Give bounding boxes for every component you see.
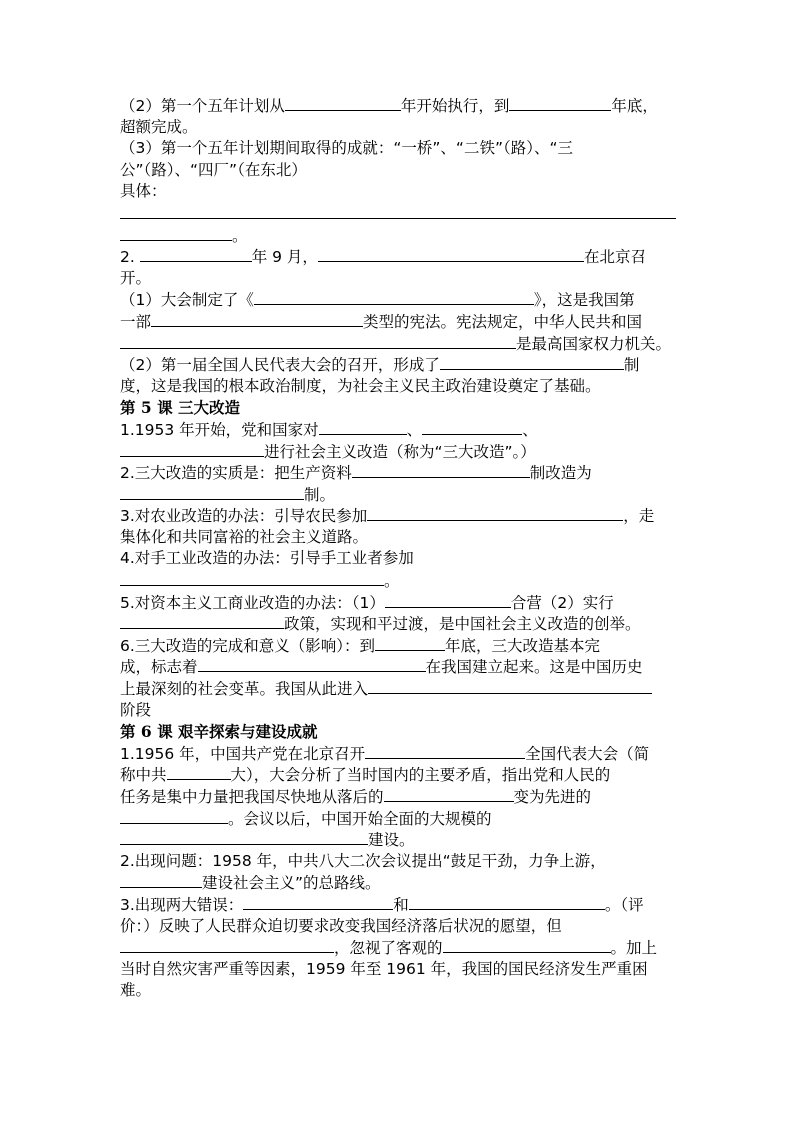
line-text: 第 5 课 三大改造 [120, 398, 240, 418]
line-text: 超额完成。 [120, 117, 198, 136]
line-text: 6.三大改造的完成和意义（影响）：到 [120, 636, 376, 655]
text-line [120, 916, 676, 938]
fill-in-blank[interactable] [352, 462, 530, 478]
line-text: 年开始执行，到 [400, 97, 510, 115]
line-text: 。（评 [604, 895, 644, 914]
line-text: 2.出现问题：1958 年，中共八大二次会议提出“鼓足干劲，力争上游， [120, 851, 606, 870]
document-body [120, 95, 676, 1002]
text-line [120, 505, 676, 527]
line-text: 年底，三大改造基本完 [445, 636, 601, 655]
line-text: 建设社会主义”的总路线。 [202, 874, 381, 893]
text-line [120, 937, 676, 959]
line-text: 第 6 课 艰辛探索与建设成就 [120, 722, 318, 742]
line-text: 开。 [120, 268, 152, 287]
fill-in-blank[interactable] [285, 95, 401, 111]
line-text: 变为先进的 [513, 788, 592, 806]
line-text: 4.对手工业改造的办法：引导手工业者参加 [120, 549, 414, 568]
line-text: 价：）反映了人民群众迫切要求改变我国经济落后状况的愿望，但 [120, 916, 562, 935]
line-text: 具体： [120, 182, 167, 201]
fill-in-blank[interactable] [385, 592, 511, 608]
text-line [120, 829, 676, 851]
fill-in-blank[interactable] [120, 872, 202, 888]
fill-in-blank[interactable] [318, 246, 584, 262]
line-text: 集体化和共同富裕的社会主义道路。 [120, 527, 369, 546]
line-text: 》，这是我国第 [533, 291, 635, 310]
text-line [120, 980, 676, 1002]
fill-in-blank[interactable] [243, 894, 393, 910]
text-line [120, 700, 676, 722]
text-line [120, 894, 676, 916]
line-text: 在北京召 [583, 248, 646, 267]
line-text: 年 9 月， [251, 248, 318, 267]
line-text: 2. [120, 248, 140, 267]
fill-in-blank[interactable] [367, 505, 623, 521]
text-line [120, 548, 676, 570]
line-text: 。加上 [610, 939, 658, 958]
text-line [120, 872, 676, 894]
line-text: 一部 [120, 312, 152, 331]
text-line [120, 592, 676, 614]
fill-in-blank[interactable] [120, 808, 228, 824]
fill-in-blank[interactable] [120, 484, 304, 500]
text-line [120, 333, 676, 355]
text-line [120, 289, 676, 311]
fill-in-blank[interactable] [422, 419, 522, 435]
line-text: （2）第一个五年计划从 [120, 97, 285, 115]
text-line [120, 959, 676, 981]
text-line [120, 527, 676, 549]
text-line [120, 95, 676, 117]
line-text: 是最高国家权力机关。 [516, 334, 672, 353]
fill-in-blank[interactable] [440, 354, 624, 370]
line-text: 政策，实现和平过渡，是中国社会主义改造的创举。 [284, 615, 641, 634]
line-text: 全国代表大会（简 [525, 744, 650, 763]
fill-in-blank[interactable] [443, 937, 611, 953]
text-line [120, 678, 676, 700]
fill-in-blank[interactable] [120, 225, 232, 241]
text-line [120, 635, 676, 657]
line-text: 和 [393, 895, 409, 914]
line-text: 1.1956 年，中国共产党在北京召开 [120, 744, 366, 763]
text-line [120, 743, 676, 765]
fill-in-blank[interactable] [120, 829, 368, 845]
fill-in-blank[interactable] [375, 635, 445, 651]
line-text: 进行社会主义改造（称为“三大改造”。） [264, 442, 536, 461]
line-text: 制改造为 [529, 464, 592, 483]
fill-in-blank[interactable] [120, 570, 384, 586]
line-text: 上最深刻的社会变革。我国从此进入 [120, 680, 369, 699]
line-text: 3.出现两大错误： [120, 895, 244, 914]
text-line [120, 462, 676, 484]
text-line [120, 419, 676, 441]
text-line [120, 441, 676, 463]
fill-in-blank[interactable] [509, 95, 611, 111]
text-line [120, 613, 676, 635]
line-text: 阶段 [120, 700, 152, 719]
text-line [120, 808, 676, 830]
line-text: 在我国建立起来。这是中国历史 [425, 658, 643, 677]
section-heading [120, 721, 676, 743]
text-line [120, 311, 676, 333]
line-text: 称中共 [120, 766, 167, 785]
fill-in-blank[interactable] [365, 743, 525, 759]
line-text: 成，标志着 [120, 658, 198, 677]
text-line [120, 160, 676, 182]
text-line [120, 181, 676, 203]
line-text: 大），大会分析了当时国内的主要矛盾，指出党和人民的 [230, 766, 611, 785]
fill-in-blank[interactable] [120, 613, 284, 629]
text-line [120, 656, 676, 678]
line-text: 5.对资本主义工商业改造的办法：（1） [120, 593, 385, 612]
line-text: 、 [522, 420, 538, 439]
fill-in-blank[interactable] [384, 786, 514, 802]
text-line [120, 203, 676, 225]
line-text: 。 [232, 226, 248, 245]
line-text: 度，这是我国的根本政治制度，为社会主义民主政治建设奠定了基础。 [120, 376, 601, 395]
text-line [120, 354, 676, 376]
line-text: ，忽视了客观的 [334, 939, 443, 958]
line-text: 3.对农业改造的办法：引导农民参加 [120, 507, 368, 526]
line-text: 任务是集中力量把我国尽快地从落后的 [120, 788, 384, 806]
line-text: 。 [384, 572, 400, 591]
fill-in-blank[interactable] [140, 246, 252, 262]
section-heading [120, 397, 676, 419]
text-line [120, 786, 676, 808]
line-text: 、 [406, 420, 423, 439]
fill-in-blank[interactable] [120, 937, 334, 953]
line-text: 制 [623, 356, 640, 375]
line-text: 建设。 [368, 831, 415, 850]
line-text: 。会议以后，中国开始全面的大规模的 [228, 809, 492, 828]
fill-in-blank[interactable] [151, 311, 363, 327]
line-text: 2.三大改造的实质是：把生产资料 [120, 464, 352, 483]
line-text: 年底， [611, 97, 658, 115]
line-text: 类型的宪法。宪法规定，中华人民共和国 [363, 312, 643, 331]
fill-in-blank[interactable] [368, 678, 652, 694]
fill-in-blank[interactable] [198, 656, 426, 672]
line-text: 1.1953 年开始，党和国家对 [120, 420, 319, 439]
line-text: ，走 [623, 507, 655, 526]
text-line [120, 225, 676, 247]
fill-in-blank[interactable] [409, 894, 605, 910]
fill-in-blank[interactable] [167, 764, 231, 780]
line-text: 合营（2）实行 [510, 593, 614, 612]
fill-in-blank[interactable] [120, 441, 264, 457]
fill-in-blank[interactable] [254, 289, 534, 305]
fill-in-blank[interactable] [319, 419, 407, 435]
text-line [120, 268, 676, 290]
line-text: （2）第一届全国人民代表大会的召开，形成了 [120, 356, 440, 375]
text-line [120, 851, 676, 873]
line-text: （1）大会制定了《 [120, 291, 254, 310]
text-line [120, 117, 676, 139]
text-line [120, 246, 676, 268]
line-text: 制。 [304, 485, 336, 504]
fill-in-blank[interactable] [120, 333, 516, 349]
text-line [120, 138, 676, 160]
text-line [120, 376, 676, 398]
text-line [120, 764, 676, 786]
fill-in-blank[interactable] [120, 203, 676, 219]
line-text: 当时自然灾害严重等因素，1959 年至 1961 年，我国的国民经济发生严重困 [120, 959, 648, 978]
line-text: 公”（路）、“四厂”（在东北） [120, 160, 307, 179]
line-text: （3）第一个五年计划期间取得的成就：“一桥”、“二铁”（路）、“三 [120, 139, 574, 158]
text-line [120, 484, 676, 506]
text-line [120, 570, 676, 592]
line-text: 难。 [120, 981, 152, 1000]
